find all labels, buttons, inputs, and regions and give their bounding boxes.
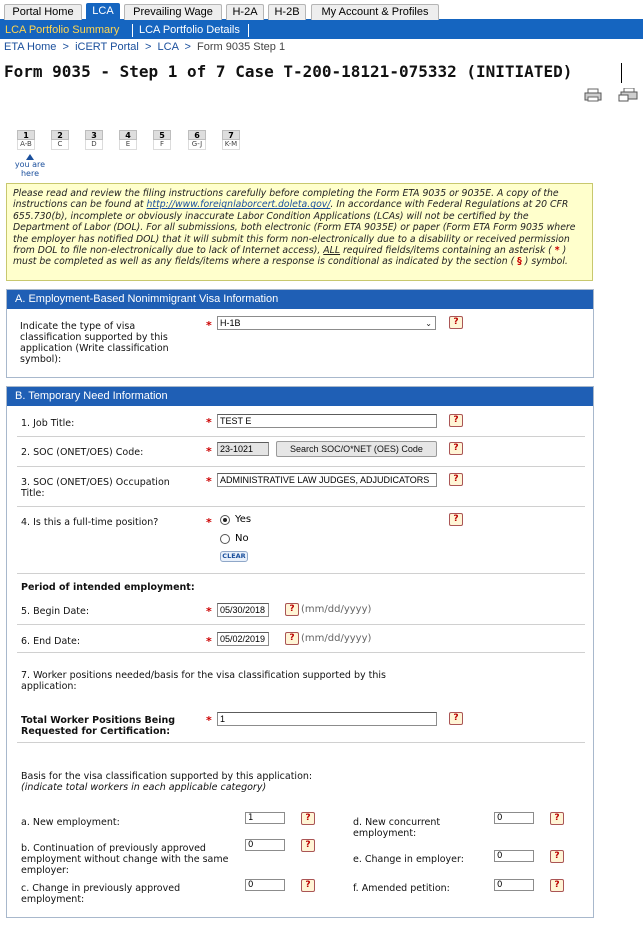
- required-asterisk: *: [206, 635, 212, 648]
- instructions-text: . In accordance with Federal Regulations at 20 CFR 655.730(b), incomplete or obviously inaccurate Labor Condition Applications (LCAs) will not be certified by the Department of Labor (DOL). For all submissions, both electronic (Form ETA 9035E) or paper (Form ETA Form 9035 where the employer has notified DOL) that it will submit this form non-electronically due to a disability or received permission from DOL to file non-electronically due to lack of Internet access),: [13, 199, 576, 257]
- soc-code-input[interactable]: 23-1021: [217, 442, 269, 456]
- fulltime-label: 4. Is this a full-time position?: [21, 517, 159, 528]
- search-soc-button[interactable]: Search SOC/O*NET (OES) Code: [276, 441, 437, 457]
- step-label: E: [119, 140, 137, 150]
- tab-my-account[interactable]: My Account & Profiles: [311, 4, 439, 20]
- help-icon[interactable]: ?: [449, 473, 463, 486]
- continuation-input[interactable]: 0: [245, 839, 285, 851]
- step-6[interactable]: [188, 130, 206, 150]
- step-1[interactable]: [17, 130, 35, 150]
- subtab-separator: [132, 24, 133, 37]
- breadcrumb-space: [151, 41, 154, 53]
- help-icon[interactable]: ?: [550, 812, 564, 825]
- required-asterisk: *: [206, 516, 212, 529]
- step-number: 7: [222, 130, 240, 140]
- step-number: 3: [85, 130, 103, 140]
- instructions-all: ALL: [323, 245, 341, 257]
- print-all-icon[interactable]: [618, 88, 638, 102]
- date-format-hint: (mm/dd/yyyy): [301, 604, 372, 615]
- instructions-text: ) must be completed as well as any fields/items where a response is conditional as indicated by the section (: [13, 245, 567, 268]
- total-workers-input[interactable]: 1: [217, 712, 437, 726]
- begin-date-row: [17, 595, 585, 625]
- breadcrumb-lca[interactable]: LCA: [157, 41, 179, 53]
- worker-positions-label: 7. Worker positions needed/basis for the visa classification supported by this application:: [21, 670, 386, 692]
- help-icon[interactable]: ?: [285, 632, 299, 645]
- end-date-input[interactable]: 05/02/2019: [217, 632, 269, 646]
- text-cursor: [621, 63, 622, 83]
- section-b-heading: B. Temporary Need Information: [7, 387, 593, 406]
- fulltime-no-label: No: [235, 533, 249, 544]
- fulltime-yes-radio[interactable]: [220, 515, 230, 525]
- help-icon[interactable]: ?: [449, 712, 463, 725]
- help-icon[interactable]: ?: [301, 839, 315, 852]
- breadcrumb-eta-home[interactable]: ETA Home: [4, 41, 57, 53]
- subtab-separator: [248, 24, 249, 37]
- new-employment-label: a. New employment:: [21, 817, 120, 828]
- visa-classification-label: Indicate the type of visa classification supported by this application (Write classification symbol):: [20, 321, 169, 365]
- visa-classification-select[interactable]: [217, 316, 436, 330]
- breadcrumb-icert-portal[interactable]: iCERT Portal: [75, 41, 139, 53]
- begin-date-label: 5. Begin Date:: [21, 606, 90, 617]
- amended-petition-input[interactable]: 0: [494, 879, 534, 891]
- total-workers-row: [17, 703, 585, 743]
- required-asterisk: *: [206, 445, 212, 458]
- soc-code-label: 2. SOC (ONET/OES) Code:: [21, 447, 144, 458]
- new-employment-input[interactable]: 1: [245, 812, 285, 824]
- top-tab-bar: [0, 0, 643, 22]
- help-icon[interactable]: ?: [449, 414, 463, 427]
- help-icon[interactable]: ?: [301, 879, 315, 892]
- instructions-link[interactable]: http://www.foreignlaborcert.doleta.gov/: [146, 199, 331, 211]
- step-label: D: [85, 140, 103, 150]
- section-a-panel: [6, 289, 594, 378]
- breadcrumb-space: [69, 41, 72, 53]
- section-symbol: §: [517, 256, 522, 268]
- instructions-text: ) symbol.: [521, 256, 568, 268]
- breadcrumb-current: Form 9035 Step 1: [197, 41, 286, 53]
- basis-label: Basis for the visa classification supported by this application:: [21, 771, 313, 782]
- period-of-employment-label: Period of intended employment:: [21, 582, 195, 593]
- tab-h2b[interactable]: H-2B: [268, 4, 306, 20]
- required-asterisk: *: [206, 319, 212, 332]
- basis-sublabel: (indicate total workers in each applicable category): [21, 782, 267, 793]
- subtab-lca-portfolio-details[interactable]: LCA Portfolio Details: [139, 24, 240, 36]
- help-icon[interactable]: ?: [449, 316, 463, 329]
- breadcrumb-separator: >: [62, 41, 69, 53]
- job-title-row: [17, 407, 585, 437]
- required-asterisk: *: [206, 714, 212, 727]
- step-number: 4: [119, 130, 137, 140]
- job-title-input[interactable]: TEST E: [217, 414, 437, 428]
- help-icon[interactable]: ?: [550, 850, 564, 863]
- help-icon[interactable]: ?: [449, 442, 463, 455]
- clear-button[interactable]: CLEAR: [220, 551, 248, 562]
- change-previous-input[interactable]: 0: [245, 879, 285, 891]
- visa-classification-value: H-1B: [220, 318, 241, 328]
- step-3[interactable]: [85, 130, 103, 150]
- new-concurrent-label: d. New concurrent employment:: [353, 817, 441, 839]
- step-number: 5: [153, 130, 171, 140]
- end-date-label: 6. End Date:: [21, 636, 81, 647]
- help-icon[interactable]: ?: [550, 879, 564, 892]
- tab-lca[interactable]: LCA: [86, 3, 120, 22]
- new-concurrent-input[interactable]: 0: [494, 812, 534, 824]
- breadcrumb-space: [191, 41, 194, 53]
- required-asterisk: *: [206, 416, 212, 429]
- step-2[interactable]: [51, 130, 69, 150]
- instructions-text: required fields/items containing an asterisk (: [340, 245, 555, 257]
- help-icon[interactable]: ?: [301, 812, 315, 825]
- chevron-down-icon: ⌄: [425, 319, 432, 328]
- tab-portal-home[interactable]: Portal Home: [4, 4, 82, 20]
- instructions-text: Please read and review the filing instructions carefully before completing the Form ETA 9035 or 9035E. A copy of the instructions can be found at: [13, 188, 559, 211]
- step-5[interactable]: [153, 130, 171, 150]
- step-4[interactable]: [119, 130, 137, 150]
- step-number: 6: [188, 130, 206, 140]
- step-number: 1: [17, 130, 35, 140]
- required-asterisk: *: [206, 475, 212, 488]
- change-employer-label: e. Change in employer:: [353, 854, 464, 865]
- you-are-here-label: you are here: [14, 160, 46, 178]
- required-asterisk: *: [206, 605, 212, 618]
- tab-prevailing-wage[interactable]: Prevailing Wage: [124, 4, 222, 20]
- section-b-panel: [6, 386, 594, 918]
- you-are-here-marker: [5, 154, 55, 178]
- job-title-label: 1. Job Title:: [21, 418, 75, 429]
- end-date-row: [17, 625, 585, 653]
- amended-petition-label: f. Amended petition:: [353, 883, 450, 894]
- help-icon[interactable]: ?: [285, 603, 299, 616]
- change-previous-label: c. Change in previously approved employment:: [21, 883, 181, 905]
- fulltime-yes-label: Yes: [235, 514, 252, 525]
- subtab-lca-portfolio-summary[interactable]: LCA Portfolio Summary: [5, 24, 120, 36]
- change-employer-input[interactable]: 0: [494, 850, 534, 862]
- soc-title-label: 3. SOC (ONET/OES) Occupation Title:: [21, 477, 170, 499]
- help-icon[interactable]: ?: [449, 513, 463, 526]
- step-label: G-J: [188, 140, 206, 150]
- tab-h2a[interactable]: H-2A: [226, 4, 264, 20]
- continuation-label: b. Continuation of previously approved employment without change with the same employer:: [21, 843, 229, 876]
- date-format-hint: (mm/dd/yyyy): [301, 633, 372, 644]
- soc-title-input[interactable]: ADMINISTRATIVE LAW JUDGES, ADJUDICATORS: [217, 473, 437, 487]
- fulltime-row: [17, 507, 585, 574]
- soc-title-row: [17, 467, 585, 507]
- instructions-notice: [6, 183, 593, 281]
- section-a-heading: A. Employment-Based Nonimmigrant Visa Information: [7, 290, 593, 309]
- step-label: C: [51, 140, 69, 150]
- step-number: 2: [51, 130, 69, 140]
- fulltime-no-radio[interactable]: [220, 534, 230, 544]
- asterisk-symbol: *: [554, 245, 560, 257]
- step-label: K-M: [222, 140, 240, 150]
- step-label: F: [153, 140, 171, 150]
- total-workers-label: Total Worker Positions Being Requested for Certification:: [21, 715, 176, 737]
- page-title: Form 9035 - Step 1 of 7 Case T-200-18121-075332 (INITIATED): [4, 62, 573, 81]
- breadcrumb-separator: >: [144, 41, 152, 53]
- step-7[interactable]: [222, 130, 240, 150]
- breadcrumb-separator: >: [184, 41, 191, 53]
- print-icon[interactable]: [584, 88, 604, 102]
- soc-code-row: [17, 437, 585, 467]
- breadcrumb: [4, 41, 285, 53]
- begin-date-input[interactable]: 05/30/2018: [217, 603, 269, 617]
- step-label: A-B: [17, 140, 35, 150]
- sub-tab-bar: [0, 22, 643, 39]
